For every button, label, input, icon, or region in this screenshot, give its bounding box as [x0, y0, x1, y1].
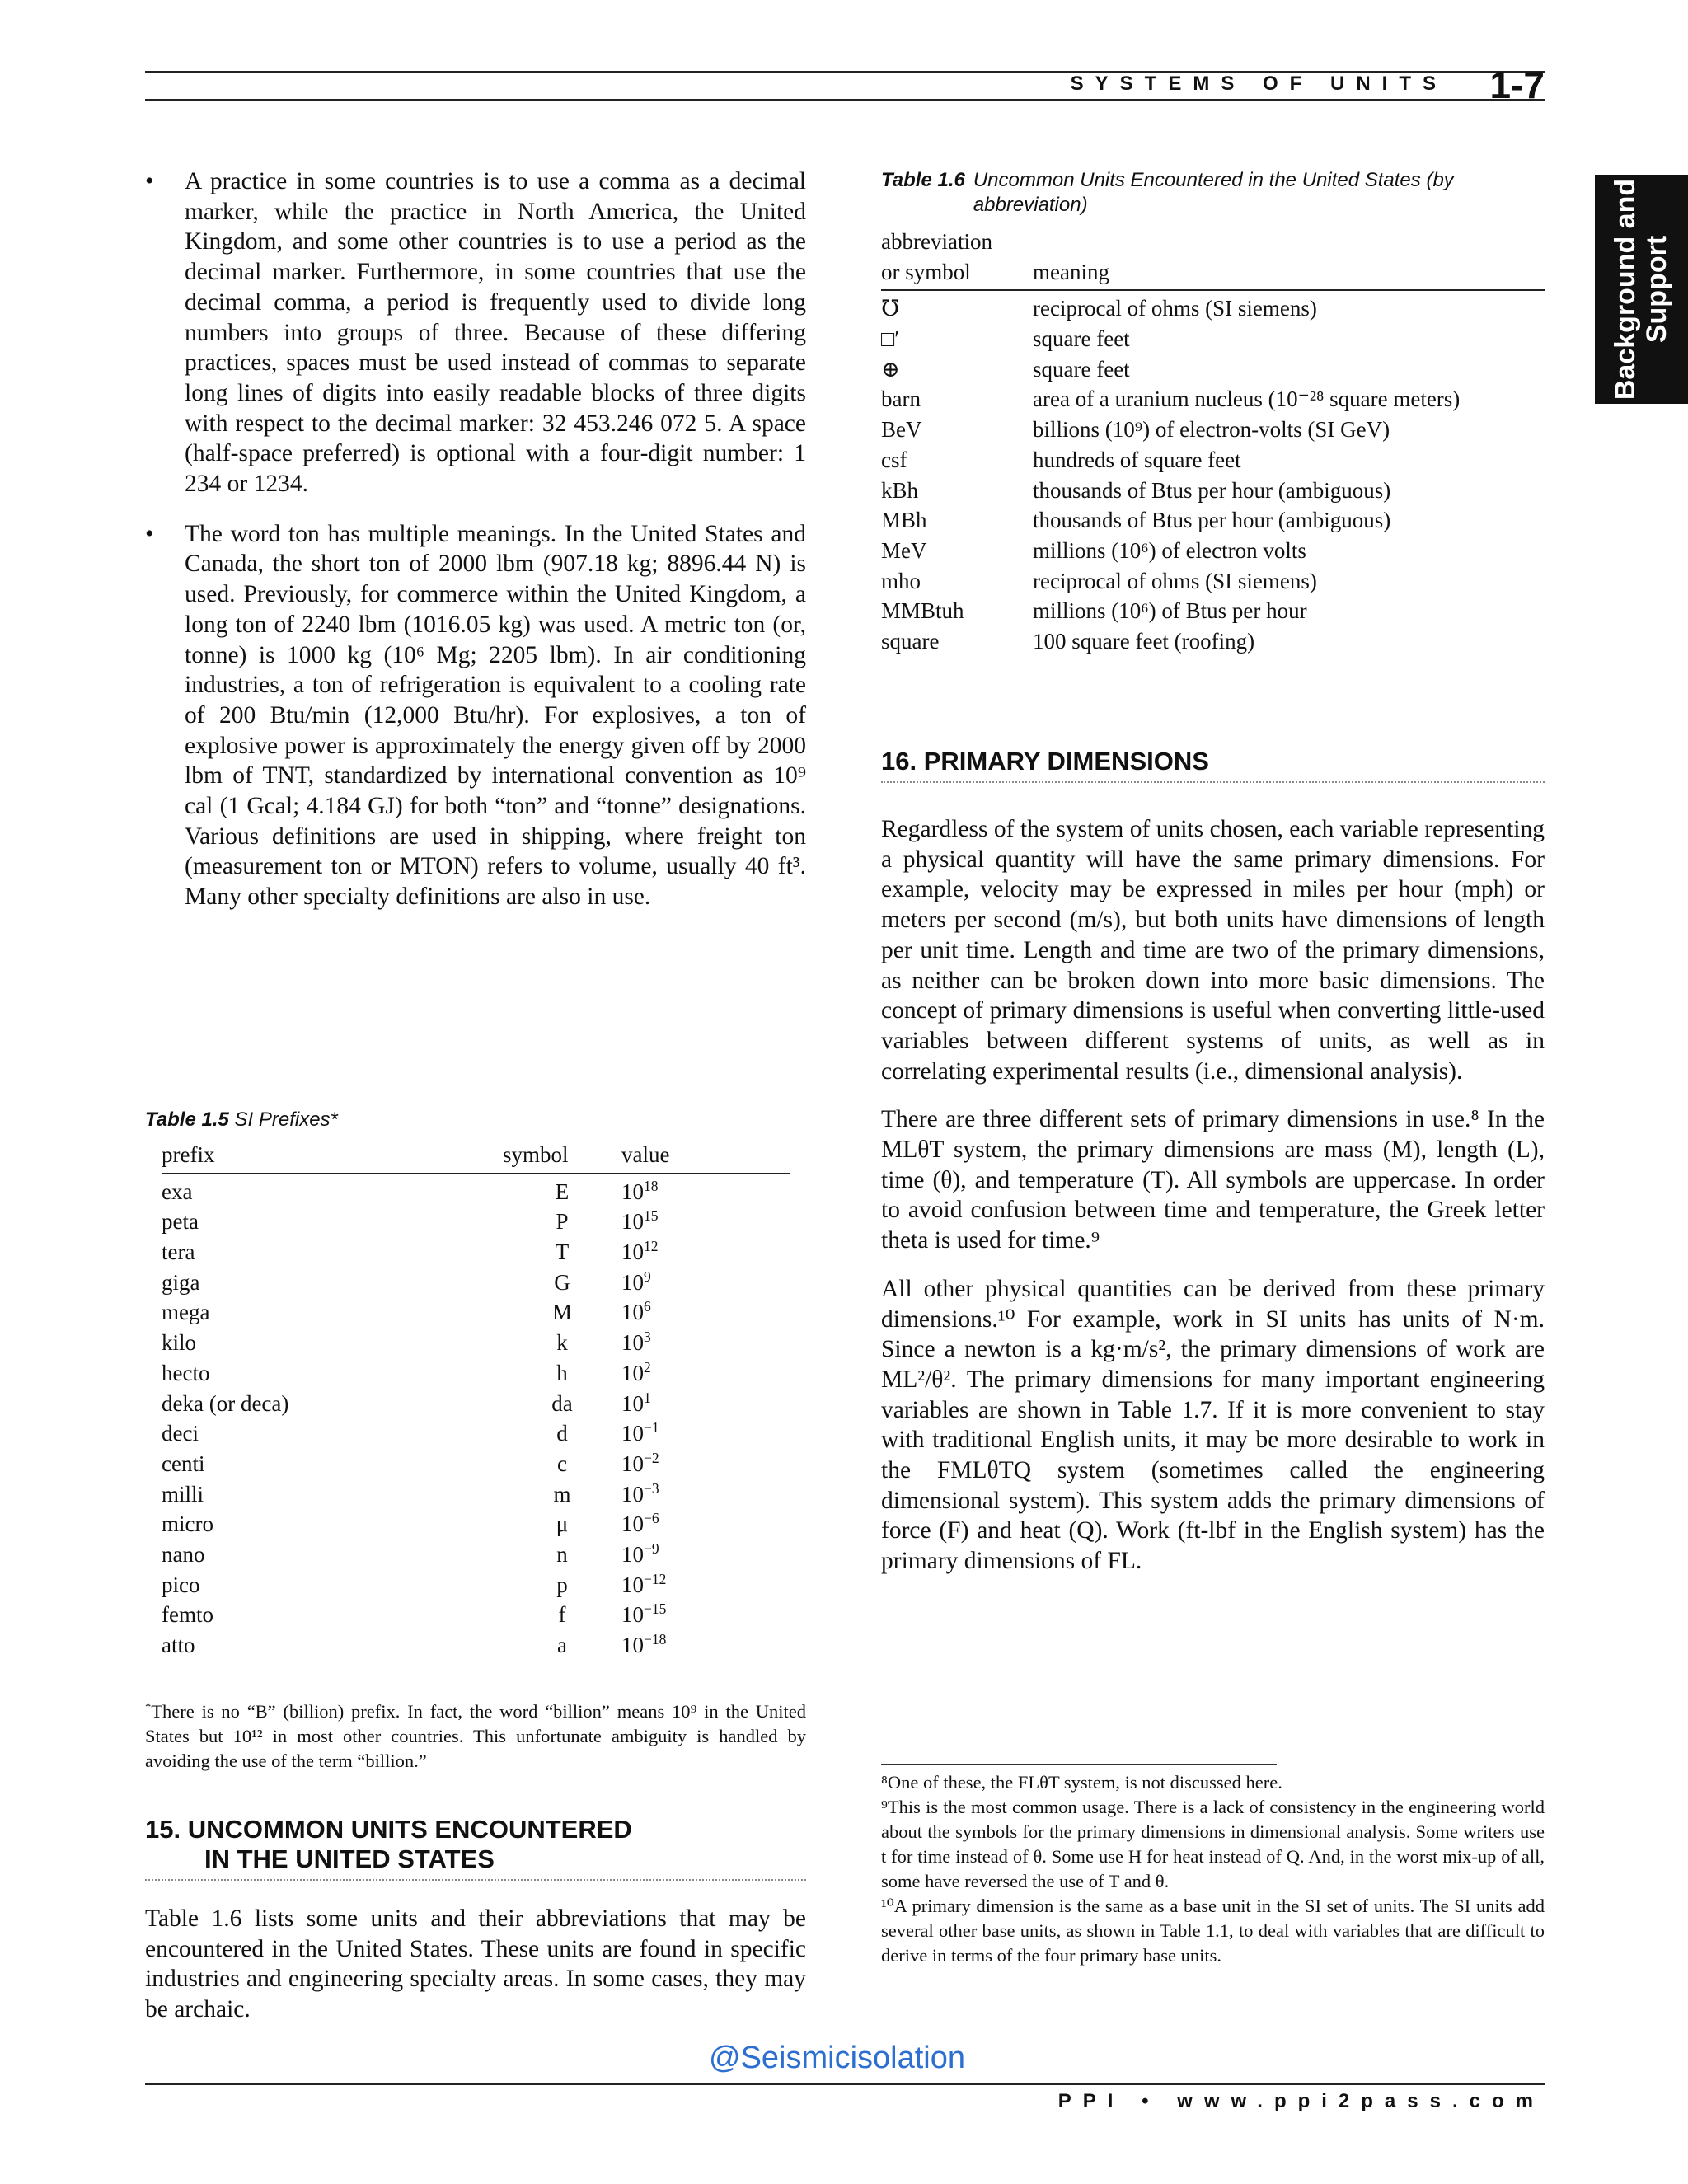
- footnote-10: ¹⁰A primary dimension is the same as a base unit in the SI set of units. The SI units add several other base units, as shown in Table 1.1, to deal with variables that are difficult to derive in terms of the four primary base units.: [881, 1896, 1545, 1966]
- section16-body: [881, 814, 1545, 1595]
- table15-caption: [145, 1108, 338, 1132]
- table15-row: [162, 1602, 790, 1633]
- table16-row: [881, 357, 1545, 387]
- table15-cell-value: [621, 1330, 790, 1361]
- table15-cell-value: [621, 1511, 790, 1542]
- table15-cell-prefix: mega: [162, 1300, 210, 1325]
- value-exponent: 15: [644, 1207, 659, 1225]
- table16-cell-abbrev: MBh: [881, 508, 927, 533]
- table15-row: [162, 1270, 790, 1301]
- table16-cell-meaning: reciprocal of ohms (SI siemens): [1033, 568, 1317, 593]
- table15-cell-symbol: G: [554, 1269, 570, 1295]
- table15-cell-value: [621, 1421, 790, 1451]
- table15-cell-prefix: peta: [162, 1209, 199, 1235]
- value-base: 10: [621, 1451, 644, 1476]
- table15-cell-prefix: kilo: [162, 1330, 197, 1356]
- table15-cell-symbol: m: [553, 1481, 571, 1507]
- table15-cell-prefix: micro: [162, 1511, 213, 1537]
- table16-cell-abbrev: csf: [881, 447, 907, 472]
- table16-cell-meaning: 100 square feet (roofing): [1033, 628, 1255, 654]
- table16-cell-meaning: hundreds of square feet: [1033, 447, 1241, 472]
- table16-row: [881, 387, 1545, 417]
- table15-cell-symbol: d: [556, 1421, 568, 1446]
- table15-cell-value: [621, 1542, 790, 1572]
- value-base: 10: [621, 1300, 644, 1325]
- table16-cell-abbrev: barn: [881, 387, 921, 412]
- bullet-ton-meanings: • The word ton has multiple meanings. In the United States and Canada, the short ton of 2000 lbm (907.18 kg; 8896.44 N) is used. Previously, for commerce within the United Kingdom, a long ton of 2240 lbm (1016.05 kg) was used. A metric ton (or, tonne) is 1000 kg (10⁶ Mg; 2205 lbm). In air conditioning industries, a ton of refrigeration is equivalent to a cooling rate of 200 Btu/min (12,000 Btu/hr). For explosives, a ton of explosive power is approximately the energy given off by 2000 lbm of TNT, standardized by international convention as 10⁹ cal (1 Gcal; 4.184 GJ) for both “ton” and “tonne” designations. Various definitions are used in shipping, where freight ton (measurement ton or MTON) refers to volume, usually 40 ft³. Many other specialty definitions are also in use.: [145, 519, 806, 912]
- table15-cell-symbol: n: [556, 1541, 568, 1567]
- table15-header-symbol: symbol: [503, 1142, 621, 1174]
- table16: [881, 229, 1545, 659]
- section16-paragraph-3: All other physical quantities can be derived from these primary dimensions.¹⁰ For example, work in SI units has units of N·m. Since a newton is a kg·m/s², the primary dimensions of work are ML²/θ². The primary dimensions for many important engineering variables are shown in Table 1.7. If it is more convenient to stay with traditional English units, it may be more desirable to work in the FMLθTQ system (sometimes called the engineering dimensional system). This system adds the primary dimensions of force (F) and heat (Q). Work (ft-lbf in the English system) has the primary dimensions of FL.: [881, 1275, 1545, 1575]
- value-base: 10: [621, 1330, 644, 1356]
- page-number: 1-7: [1489, 63, 1545, 106]
- section15-paragraph: Table 1.6 lists some units and their abbreviations that may be encountered in the United States. These units are found in specific industries and engineering specialty areas. In some cases, they may be archaic.: [145, 1905, 806, 2023]
- table15-cell-prefix: pico: [162, 1572, 200, 1597]
- value-exponent: 12: [644, 1238, 659, 1255]
- table16-row: [881, 290, 1545, 326]
- footer-rule: [145, 2083, 1545, 2085]
- table15-cell-symbol: f: [558, 1602, 566, 1628]
- table16-cell-meaning: area of a uranium nucleus (10⁻²⁸ square meters): [1033, 387, 1461, 412]
- table15-cell-symbol: T: [555, 1240, 570, 1265]
- table16-cell-meaning: square feet: [1033, 356, 1130, 382]
- table15-cell-value: [621, 1300, 790, 1330]
- table15-cell-prefix: deci: [162, 1421, 199, 1446]
- table15-header-prefix: prefix: [162, 1142, 503, 1174]
- section15-title-line2: IN THE UNITED STATES: [204, 1844, 495, 1873]
- table15-cell-symbol: c: [557, 1451, 567, 1476]
- table15-footnote: *There is no “B” (billion) prefix. In fact, the word “billion” means 10⁹ in the United States but 10¹² in most other countries. This unfortunate ambiguity is handled by avoiding the use of the term “billion.”: [145, 1700, 806, 1771]
- value-exponent: 9: [644, 1268, 651, 1285]
- value-exponent: −9: [644, 1540, 659, 1557]
- table15-header-value: value: [621, 1142, 790, 1174]
- left-column-bullets: [145, 166, 806, 932]
- table15-cell-prefix: deka (or deca): [162, 1390, 289, 1416]
- table16-cell-meaning: millions (10⁶) of Btus per hour: [1033, 598, 1307, 624]
- table16-cell-abbrev: kBh: [881, 477, 919, 503]
- bullet-decimal-marker: • A practice in some countries is to use a comma as a decimal marker, while the practice in North America, the United Kingdom, and some other countries is to use a period as the decimal marker. Furthermore, in some countries that use the decimal comma, a period is frequently used to divide long numbers into groups of three. Because of these differing practices, spaces must be used instead of commas to separate long lines of digits into easily readable blocks of three digits with respect to the decimal marker: 32 453.246 072 5. A space (half-space preferred) is optional with a four-digit number: 1 234 or 1234.: [145, 166, 806, 499]
- table15-cell-prefix: femto: [162, 1602, 213, 1628]
- section16-paragraph-1: Regardless of the system of units chosen, each variable representing a physical quantity will have the same primary dimensions. For example, velocity may be expressed in miles per hour (mph) or meters per second (m/s), but both units have dimensions of length per unit time. Length and time are two of the primary dimensions, as neither can be broken down into more basic dimensions. The concept of primary dimensions is useful when converting little-used variables between different systems of units, as well as in correlating experimental results (i.e., dimensional analysis).: [881, 816, 1545, 1085]
- table16-header-row-2: [881, 260, 1545, 291]
- table16-header-row-1: [881, 229, 1545, 260]
- table15-cell-symbol: h: [556, 1360, 568, 1385]
- value-base: 10: [621, 1511, 644, 1537]
- table15: [162, 1142, 790, 1663]
- table15-cell-value: [621, 1451, 790, 1482]
- table15-row: [162, 1300, 790, 1330]
- footer-publisher: PPI • www.ppi2pass.com: [1057, 2090, 1545, 2112]
- table16-row: [881, 417, 1545, 448]
- running-header-title: SYSTEMS OF UNITS: [1070, 73, 1447, 95]
- value-base: 10: [621, 1572, 644, 1597]
- table16-cell-meaning: thousands of Btus per hour (ambiguous): [1033, 477, 1391, 503]
- table15-cell-symbol: μ: [556, 1511, 569, 1537]
- table15-cell-prefix: milli: [162, 1481, 204, 1507]
- table15-cell-symbol: k: [556, 1330, 568, 1356]
- table15-cell-prefix: exa: [162, 1179, 193, 1204]
- value-base: 10: [621, 1481, 644, 1507]
- table16-row: [881, 508, 1545, 538]
- footnote-separator: [881, 1764, 1277, 1765]
- table15-cell-symbol: a: [557, 1633, 567, 1657]
- value-base: 10: [621, 1633, 644, 1657]
- table15-row: [162, 1633, 790, 1663]
- table16-cell-meaning: billions (10⁹) of electron-volts (SI GeV): [1033, 417, 1390, 443]
- table16-header-meaning: meaning: [1033, 260, 1545, 291]
- table16-header-abbrev-line2: or symbol: [881, 260, 1033, 291]
- footnote-9: ⁹This is the most common usage. There is a lack of consistency in the engineering world about the symbols for the primary dimensions in dimensional analysis. Some writers use t for time instead of θ. Some use H for heat instead of Q. And, in the worst mix-up of all, some have reversed the use of T and θ.: [881, 1797, 1545, 1891]
- table16-row: [881, 629, 1545, 659]
- table16-cell-abbrev: mho: [881, 568, 921, 593]
- table16-cell-abbrev: BeV: [881, 417, 922, 443]
- table15-cell-symbol: p: [556, 1572, 568, 1597]
- table15-cell-value: [621, 1391, 790, 1422]
- value-exponent: −18: [644, 1631, 667, 1647]
- value-base: 10: [621, 1602, 644, 1628]
- footnotes: [881, 1770, 1545, 1968]
- section15-heading: [145, 1815, 806, 1881]
- table16-label: Table 1.6: [881, 169, 965, 191]
- side-tab-line2: Support: [1641, 235, 1672, 344]
- value-base: 10: [621, 1269, 644, 1295]
- value-exponent: −12: [644, 1570, 667, 1587]
- table16-cell-abbrev: ℧: [881, 296, 900, 321]
- side-tab-line1: Background and: [1610, 178, 1641, 401]
- table15-cell-symbol: M: [551, 1300, 572, 1325]
- header-rule-bottom: [145, 99, 1545, 101]
- table15-cell-symbol: P: [556, 1209, 569, 1235]
- table15-row: [162, 1511, 790, 1542]
- table16-row: [881, 478, 1545, 509]
- value-exponent: 3: [644, 1329, 651, 1346]
- table16-title: Uncommon Units Encountered in the United States (by abbreviation): [973, 169, 1454, 216]
- table15-cell-prefix: tera: [162, 1240, 195, 1265]
- table16-row: [881, 569, 1545, 599]
- table16-cell-abbrev: MMBtuh: [881, 598, 964, 624]
- table15-cell-value: [621, 1479, 790, 1512]
- table15-label: Table 1.5: [145, 1108, 229, 1131]
- value-base: 10: [621, 1209, 644, 1235]
- value-exponent: 6: [644, 1298, 651, 1315]
- table15-row: [162, 1572, 790, 1603]
- table15-row: [162, 1421, 790, 1451]
- table15-cell-prefix: giga: [162, 1269, 200, 1295]
- table16-cell-abbrev: ⊕: [881, 356, 900, 382]
- section16-heading: 16. PRIMARY DIMENSIONS: [881, 747, 1545, 783]
- section16-paragraph-2: There are three different sets of primary dimensions in use.⁸ In the MLθT system, the primary dimensions are mass (M), length (L), time (θ), and temperature (T). All symbols are uppercase. In order to avoid confusion between time and temperature, the Greek letter theta is used for time.⁹: [881, 1106, 1545, 1254]
- table16-cell-abbrev: MeV: [881, 537, 927, 563]
- value-exponent: −3: [644, 1479, 659, 1497]
- table16-header-abbrev-line1: abbreviation: [881, 229, 992, 254]
- table16-cell-abbrev: square: [881, 628, 940, 654]
- table15-cell-value: [621, 1209, 790, 1240]
- value-exponent: −15: [644, 1601, 667, 1618]
- section15-number: 15.: [145, 1815, 181, 1844]
- table15-row: [162, 1542, 790, 1572]
- value-base: 10: [621, 1179, 644, 1204]
- table15-cell-prefix: nano: [162, 1541, 205, 1567]
- value-exponent: −6: [644, 1510, 659, 1527]
- table15-row: [162, 1209, 790, 1240]
- table15-row: [162, 1240, 790, 1270]
- table15-row: [162, 1451, 790, 1482]
- table15-row: [162, 1482, 790, 1512]
- table15-header-row: [162, 1142, 790, 1174]
- value-base: 10: [621, 1421, 644, 1446]
- table16-row: [881, 326, 1545, 357]
- table16-cell-meaning: millions (10⁶) of electron volts: [1033, 537, 1306, 563]
- table16-cell-meaning: thousands of Btus per hour (ambiguous): [1033, 508, 1391, 533]
- table15-cell-prefix: centi: [162, 1451, 205, 1476]
- table15-cell-value: [621, 1602, 790, 1633]
- value-base: 10: [621, 1541, 644, 1567]
- table16-cell-meaning: reciprocal of ohms (SI siemens): [1033, 296, 1317, 321]
- table15-row: [162, 1174, 790, 1210]
- table16-row: [881, 598, 1545, 629]
- value-exponent: 18: [644, 1177, 659, 1194]
- table16-caption: [881, 168, 1545, 218]
- value-exponent: 1: [644, 1389, 651, 1406]
- table15-row: [162, 1330, 790, 1361]
- section-side-tab: [1595, 175, 1688, 404]
- table15-row: [162, 1361, 790, 1391]
- table15-cell-symbol: da: [551, 1390, 573, 1416]
- value-base: 10: [621, 1390, 644, 1416]
- table15-cell-prefix: hecto: [162, 1360, 210, 1385]
- section15-body: [145, 1904, 806, 2043]
- value-base: 10: [621, 1360, 644, 1385]
- table15-cell-prefix: atto: [162, 1633, 195, 1657]
- footnote-8: ⁸One of these, the FLθT system, is not discussed here.: [881, 1772, 1282, 1793]
- table15-cell-value: [621, 1358, 790, 1391]
- table15-cell-value: [621, 1240, 790, 1270]
- section15-title-line1: UNCOMMON UNITS ENCOUNTERED: [187, 1815, 632, 1844]
- value-exponent: −2: [644, 1449, 659, 1466]
- table15-cell-value: [621, 1174, 790, 1210]
- value-exponent: −1: [644, 1419, 659, 1436]
- table15-cell-symbol: E: [555, 1179, 570, 1204]
- table15-cell-value: [621, 1572, 790, 1603]
- table16-row: [881, 448, 1545, 478]
- table15-cell-value: [621, 1633, 790, 1663]
- watermark-text: @Seismicisolation: [709, 2041, 966, 2075]
- value-exponent: 2: [644, 1358, 651, 1376]
- table15-row: [162, 1391, 790, 1422]
- value-base: 10: [621, 1240, 644, 1265]
- table15-cell-value: [621, 1270, 790, 1301]
- table16-row: [881, 538, 1545, 569]
- table16-cell-meaning: square feet: [1033, 326, 1130, 352]
- table15-title: SI Prefixes*: [234, 1108, 338, 1131]
- table16-cell-abbrev: □′: [881, 326, 900, 352]
